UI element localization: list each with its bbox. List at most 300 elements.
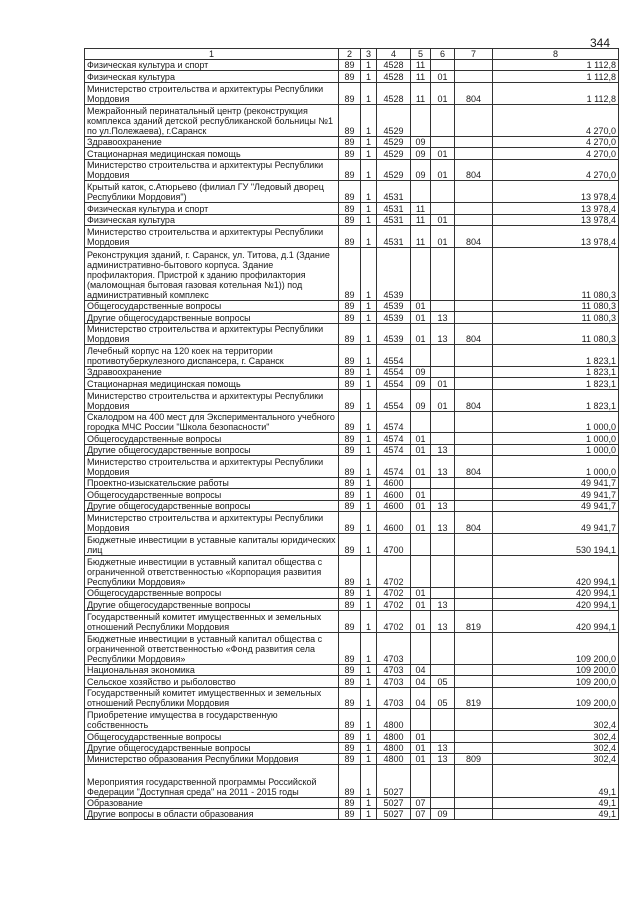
code-section-cell: 1	[361, 610, 377, 632]
table-row	[85, 599, 619, 610]
amount-cell: 109 200,0	[493, 632, 619, 664]
code-ministry-cell: 89	[339, 489, 361, 500]
amount-cell: 1 112,8	[493, 71, 619, 82]
code-subsection-cell	[431, 709, 455, 731]
code-target-cell: 4529	[377, 136, 411, 147]
item-name-cell: Сельское хозяйство и рыболовство	[85, 676, 339, 687]
table-row	[85, 104, 619, 136]
item-name-cell: Стационарная медицинская помощь	[85, 378, 339, 389]
code-ministry-cell: 89	[339, 500, 361, 511]
column-header: 4	[377, 49, 411, 60]
code-section-cell: 1	[361, 159, 377, 181]
code-section-cell: 1	[361, 345, 377, 367]
code-target-cell: 4554	[377, 378, 411, 389]
code-subsection-cell: 05	[431, 676, 455, 687]
code-subsection-cell	[431, 300, 455, 311]
amount-cell: 109 200,0	[493, 676, 619, 687]
code-chapter-cell	[411, 709, 431, 731]
item-name-cell: Проектно-изыскательские работы	[85, 478, 339, 489]
code-ministry-cell: 89	[339, 588, 361, 599]
code-section-cell: 1	[361, 797, 377, 808]
amount-cell: 1 000,0	[493, 433, 619, 444]
code-target-cell: 4702	[377, 610, 411, 632]
code-vr-cell	[455, 367, 493, 378]
code-chapter-cell: 04	[411, 687, 431, 709]
code-ministry-cell: 89	[339, 214, 361, 225]
table-row	[85, 312, 619, 323]
code-section-cell: 1	[361, 433, 377, 444]
item-name-cell: Реконструкция зданий, г. Саранск, ул. Титова, д.1 (Здание административно-бытового корпуса. Здание профилактория. Пристрой к зданию профилактория (маломощная бытовая газовая котельная №1)) под административный комплекс	[85, 247, 339, 300]
table-row	[85, 71, 619, 82]
code-target-cell: 4531	[377, 225, 411, 247]
code-subsection-cell	[431, 765, 455, 797]
column-header: 1	[85, 49, 339, 60]
code-ministry-cell: 89	[339, 687, 361, 709]
budget-table	[84, 48, 619, 820]
amount-cell: 4 270,0	[493, 148, 619, 159]
code-subsection-cell	[431, 345, 455, 367]
code-ministry-cell: 89	[339, 411, 361, 433]
code-target-cell: 4700	[377, 534, 411, 556]
code-vr-cell: 804	[455, 456, 493, 478]
amount-cell: 420 994,1	[493, 610, 619, 632]
code-ministry-cell: 89	[339, 71, 361, 82]
code-target-cell: 5027	[377, 808, 411, 819]
code-chapter-cell: 09	[411, 136, 431, 147]
code-subsection-cell: 13	[431, 456, 455, 478]
code-ministry-cell: 89	[339, 323, 361, 345]
code-section-cell: 1	[361, 512, 377, 534]
code-subsection-cell	[431, 478, 455, 489]
code-ministry-cell: 89	[339, 444, 361, 455]
code-ministry-cell: 89	[339, 104, 361, 136]
amount-cell: 302,4	[493, 753, 619, 764]
amount-cell: 13 978,4	[493, 203, 619, 214]
code-subsection-cell	[431, 489, 455, 500]
code-subsection-cell: 13	[431, 500, 455, 511]
code-chapter-cell: 01	[411, 456, 431, 478]
code-vr-cell	[455, 104, 493, 136]
code-ministry-cell: 89	[339, 159, 361, 181]
amount-cell: 49,1	[493, 797, 619, 808]
code-section-cell: 1	[361, 60, 377, 71]
code-subsection-cell	[431, 534, 455, 556]
code-section-cell: 1	[361, 247, 377, 300]
code-subsection-cell: 13	[431, 444, 455, 455]
code-section-cell: 1	[361, 599, 377, 610]
code-vr-cell: 819	[455, 687, 493, 709]
code-vr-cell: 804	[455, 82, 493, 104]
code-ministry-cell: 89	[339, 345, 361, 367]
code-chapter-cell: 01	[411, 444, 431, 455]
code-chapter-cell: 11	[411, 203, 431, 214]
table-row	[85, 753, 619, 764]
code-subsection-cell	[431, 60, 455, 71]
code-subsection-cell: 01	[431, 389, 455, 411]
code-target-cell: 4531	[377, 181, 411, 203]
code-vr-cell: 809	[455, 753, 493, 764]
code-ministry-cell: 89	[339, 148, 361, 159]
amount-cell: 302,4	[493, 709, 619, 731]
item-name-cell: Физическая культура и спорт	[85, 60, 339, 71]
code-vr-cell	[455, 731, 493, 742]
item-name-cell: Государственный комитет имущественных и земельных отношений Республики Мордовия	[85, 610, 339, 632]
code-target-cell: 4800	[377, 709, 411, 731]
code-vr-cell	[455, 345, 493, 367]
code-vr-cell	[455, 203, 493, 214]
code-section-cell: 1	[361, 203, 377, 214]
code-chapter-cell	[411, 632, 431, 664]
code-subsection-cell: 13	[431, 753, 455, 764]
code-vr-cell	[455, 300, 493, 311]
amount-cell: 49 941,7	[493, 500, 619, 511]
item-name-cell: Приобретение имущества в государственную собственность	[85, 709, 339, 731]
table-row	[85, 367, 619, 378]
table-row	[85, 489, 619, 500]
code-vr-cell	[455, 797, 493, 808]
code-ministry-cell: 89	[339, 555, 361, 587]
code-vr-cell	[455, 312, 493, 323]
code-target-cell: 4539	[377, 247, 411, 300]
code-section-cell: 1	[361, 676, 377, 687]
code-vr-cell: 804	[455, 512, 493, 534]
table-row	[85, 588, 619, 599]
table-row	[85, 225, 619, 247]
item-name-cell: Крытый каток, с.Атюрьево (филиал ГУ "Ледовый дворец Республики Мордовия")	[85, 181, 339, 203]
table-row	[85, 82, 619, 104]
code-subsection-cell: 05	[431, 687, 455, 709]
code-subsection-cell: 01	[431, 214, 455, 225]
code-subsection-cell: 13	[431, 610, 455, 632]
table-row	[85, 500, 619, 511]
code-target-cell: 4531	[377, 214, 411, 225]
code-ministry-cell: 89	[339, 478, 361, 489]
code-vr-cell	[455, 433, 493, 444]
code-chapter-cell: 07	[411, 808, 431, 819]
code-vr-cell	[455, 60, 493, 71]
code-ministry-cell: 89	[339, 534, 361, 556]
code-subsection-cell	[431, 433, 455, 444]
code-chapter-cell: 01	[411, 433, 431, 444]
code-chapter-cell	[411, 534, 431, 556]
item-name-cell: Общегосударственные вопросы	[85, 433, 339, 444]
code-ministry-cell: 89	[339, 610, 361, 632]
code-section-cell: 1	[361, 742, 377, 753]
item-name-cell: Межрайонный перинатальный центр (реконструкция комплекса зданий детской республиканской больницы №1 по ул.Полежаева), г.Саранск	[85, 104, 339, 136]
code-target-cell: 4703	[377, 664, 411, 675]
code-subsection-cell: 01	[431, 225, 455, 247]
code-ministry-cell: 89	[339, 797, 361, 808]
code-target-cell: 4574	[377, 456, 411, 478]
code-subsection-cell	[431, 731, 455, 742]
amount-cell: 11 080,3	[493, 247, 619, 300]
amount-cell: 11 080,3	[493, 300, 619, 311]
code-section-cell: 1	[361, 664, 377, 675]
item-name-cell: Министерство строительства и архитектуры Республики Мордовия	[85, 512, 339, 534]
code-subsection-cell: 01	[431, 71, 455, 82]
code-subsection-cell	[431, 247, 455, 300]
column-header: 5	[411, 49, 431, 60]
code-section-cell: 1	[361, 456, 377, 478]
table-row	[85, 345, 619, 367]
code-section-cell: 1	[361, 753, 377, 764]
table-row	[85, 765, 619, 797]
amount-cell: 420 994,1	[493, 555, 619, 587]
table-row	[85, 709, 619, 731]
code-ministry-cell: 89	[339, 378, 361, 389]
table-row	[85, 136, 619, 147]
code-section-cell: 1	[361, 104, 377, 136]
table-row	[85, 742, 619, 753]
item-name-cell: Здравоохранение	[85, 367, 339, 378]
code-subsection-cell	[431, 136, 455, 147]
code-section-cell: 1	[361, 323, 377, 345]
item-name-cell: Министерство строительства и архитектуры Республики Мордовия	[85, 82, 339, 104]
amount-cell: 4 270,0	[493, 159, 619, 181]
code-chapter-cell: 11	[411, 71, 431, 82]
code-target-cell: 4529	[377, 148, 411, 159]
code-section-cell: 1	[361, 367, 377, 378]
code-vr-cell: 804	[455, 389, 493, 411]
code-vr-cell	[455, 478, 493, 489]
code-target-cell: 5027	[377, 765, 411, 797]
amount-cell: 1 000,0	[493, 411, 619, 433]
code-target-cell: 5027	[377, 797, 411, 808]
code-vr-cell	[455, 181, 493, 203]
table-row	[85, 610, 619, 632]
code-vr-cell	[455, 588, 493, 599]
code-chapter-cell: 04	[411, 664, 431, 675]
code-subsection-cell: 13	[431, 512, 455, 534]
amount-cell: 420 994,1	[493, 588, 619, 599]
code-subsection-cell: 01	[431, 82, 455, 104]
code-target-cell: 4528	[377, 82, 411, 104]
amount-cell: 49 941,7	[493, 478, 619, 489]
code-subsection-cell	[431, 203, 455, 214]
code-chapter-cell: 04	[411, 676, 431, 687]
amount-cell: 1 112,8	[493, 60, 619, 71]
code-section-cell: 1	[361, 555, 377, 587]
code-vr-cell: 804	[455, 323, 493, 345]
table-row	[85, 159, 619, 181]
column-header: 8	[493, 49, 619, 60]
code-vr-cell: 819	[455, 610, 493, 632]
code-section-cell: 1	[361, 214, 377, 225]
item-name-cell: Физическая культура	[85, 71, 339, 82]
code-ministry-cell: 89	[339, 731, 361, 742]
table-row	[85, 444, 619, 455]
table-row	[85, 632, 619, 664]
code-subsection-cell	[431, 588, 455, 599]
code-vr-cell	[455, 599, 493, 610]
code-vr-cell	[455, 489, 493, 500]
code-target-cell: 4528	[377, 60, 411, 71]
code-chapter-cell: 11	[411, 225, 431, 247]
item-name-cell: Министерство строительства и архитектуры Республики Мордовия	[85, 159, 339, 181]
code-vr-cell	[455, 136, 493, 147]
item-name-cell: Министерство строительства и архитектуры Республики Мордовия	[85, 456, 339, 478]
item-name-cell: Мероприятия государственной программы Российской Федерации "Доступная среда" на 2011 - 2015 годы	[85, 765, 339, 797]
code-chapter-cell: 01	[411, 300, 431, 311]
code-section-cell: 1	[361, 588, 377, 599]
code-ministry-cell: 89	[339, 367, 361, 378]
table-row	[85, 731, 619, 742]
item-name-cell: Национальная экономика	[85, 664, 339, 675]
table-row	[85, 687, 619, 709]
code-vr-cell: 804	[455, 159, 493, 181]
code-chapter-cell	[411, 247, 431, 300]
table-row	[85, 148, 619, 159]
code-section-cell: 1	[361, 632, 377, 664]
code-section-cell: 1	[361, 181, 377, 203]
amount-cell: 49,1	[493, 808, 619, 819]
code-ministry-cell: 89	[339, 808, 361, 819]
code-chapter-cell: 01	[411, 731, 431, 742]
code-subsection-cell	[431, 181, 455, 203]
code-vr-cell	[455, 71, 493, 82]
code-chapter-cell: 11	[411, 82, 431, 104]
code-chapter-cell	[411, 345, 431, 367]
code-vr-cell	[455, 742, 493, 753]
table-row	[85, 512, 619, 534]
item-name-cell: Физическая культура и спорт	[85, 203, 339, 214]
code-chapter-cell	[411, 478, 431, 489]
code-chapter-cell: 09	[411, 389, 431, 411]
amount-cell: 11 080,3	[493, 312, 619, 323]
code-chapter-cell: 07	[411, 797, 431, 808]
code-section-cell: 1	[361, 312, 377, 323]
code-subsection-cell	[431, 664, 455, 675]
code-subsection-cell	[431, 411, 455, 433]
code-vr-cell	[455, 664, 493, 675]
code-chapter-cell: 01	[411, 599, 431, 610]
item-name-cell: Физическая культура	[85, 214, 339, 225]
code-target-cell: 4800	[377, 742, 411, 753]
table-row	[85, 411, 619, 433]
amount-cell: 49,1	[493, 765, 619, 797]
code-ministry-cell: 89	[339, 599, 361, 610]
column-header: 7	[455, 49, 493, 60]
code-chapter-cell	[411, 765, 431, 797]
code-target-cell: 4574	[377, 411, 411, 433]
code-ministry-cell: 89	[339, 225, 361, 247]
code-subsection-cell: 01	[431, 148, 455, 159]
code-vr-cell	[455, 411, 493, 433]
code-target-cell: 4600	[377, 489, 411, 500]
code-target-cell: 4574	[377, 433, 411, 444]
code-vr-cell	[455, 214, 493, 225]
code-target-cell: 4554	[377, 367, 411, 378]
code-target-cell: 4800	[377, 753, 411, 764]
column-header: 3	[361, 49, 377, 60]
item-name-cell: Общегосударственные вопросы	[85, 588, 339, 599]
code-subsection-cell	[431, 555, 455, 587]
code-ministry-cell: 89	[339, 389, 361, 411]
code-vr-cell	[455, 709, 493, 731]
code-target-cell: 4574	[377, 444, 411, 455]
amount-cell: 49 941,7	[493, 489, 619, 500]
table-row	[85, 389, 619, 411]
table-row	[85, 378, 619, 389]
item-name-cell: Государственный комитет имущественных и земельных отношений Республики Мордовия	[85, 687, 339, 709]
code-section-cell: 1	[361, 534, 377, 556]
table-row	[85, 555, 619, 587]
item-name-cell: Бюджетные инвестиции в уставные капиталы юридических лиц	[85, 534, 339, 556]
code-chapter-cell: 01	[411, 312, 431, 323]
item-name-cell: Другие общегосударственные вопросы	[85, 444, 339, 455]
code-ministry-cell: 89	[339, 765, 361, 797]
code-subsection-cell: 13	[431, 742, 455, 753]
code-vr-cell	[455, 555, 493, 587]
table-row	[85, 433, 619, 444]
code-subsection-cell	[431, 104, 455, 136]
code-vr-cell	[455, 378, 493, 389]
code-target-cell: 4554	[377, 389, 411, 411]
code-section-cell: 1	[361, 225, 377, 247]
code-subsection-cell: 13	[431, 323, 455, 345]
code-section-cell: 1	[361, 82, 377, 104]
code-ministry-cell: 89	[339, 181, 361, 203]
code-subsection-cell: 01	[431, 378, 455, 389]
code-vr-cell	[455, 444, 493, 455]
code-target-cell: 4600	[377, 500, 411, 511]
table-row	[85, 60, 619, 71]
item-name-cell: Общегосударственные вопросы	[85, 300, 339, 311]
table-header-row	[85, 49, 619, 60]
amount-cell: 109 200,0	[493, 664, 619, 675]
table-row	[85, 323, 619, 345]
item-name-cell: Другие общегосударственные вопросы	[85, 312, 339, 323]
code-subsection-cell: 13	[431, 599, 455, 610]
code-ministry-cell: 89	[339, 742, 361, 753]
amount-cell: 1 823,1	[493, 367, 619, 378]
code-chapter-cell	[411, 104, 431, 136]
code-section-cell: 1	[361, 808, 377, 819]
code-subsection-cell	[431, 797, 455, 808]
code-section-cell: 1	[361, 489, 377, 500]
column-header: 2	[339, 49, 361, 60]
item-name-cell: Другие вопросы в области образования	[85, 808, 339, 819]
amount-cell: 1 823,1	[493, 345, 619, 367]
item-name-cell: Министерство строительства и архитектуры Республики Мордовия	[85, 323, 339, 345]
code-chapter-cell: 11	[411, 214, 431, 225]
code-chapter-cell	[411, 181, 431, 203]
item-name-cell: Образование	[85, 797, 339, 808]
code-subsection-cell: 01	[431, 159, 455, 181]
amount-cell: 11 080,3	[493, 323, 619, 345]
code-target-cell: 4539	[377, 323, 411, 345]
amount-cell: 13 978,4	[493, 225, 619, 247]
item-name-cell: Другие общегосударственные вопросы	[85, 742, 339, 753]
code-section-cell: 1	[361, 136, 377, 147]
item-name-cell: Скалодром на 400 мест для Экспериментального учебного городка МЧС России "Школа безопасности"	[85, 411, 339, 433]
code-section-cell: 1	[361, 731, 377, 742]
table-row	[85, 797, 619, 808]
table-row	[85, 534, 619, 556]
code-subsection-cell	[431, 632, 455, 664]
code-chapter-cell: 01	[411, 500, 431, 511]
code-subsection-cell: 13	[431, 312, 455, 323]
table-row	[85, 203, 619, 214]
code-target-cell: 4539	[377, 312, 411, 323]
table-row	[85, 478, 619, 489]
code-ministry-cell: 89	[339, 512, 361, 534]
code-vr-cell	[455, 808, 493, 819]
code-chapter-cell: 09	[411, 367, 431, 378]
amount-cell: 1 000,0	[493, 456, 619, 478]
code-ministry-cell: 89	[339, 60, 361, 71]
table-row	[85, 676, 619, 687]
